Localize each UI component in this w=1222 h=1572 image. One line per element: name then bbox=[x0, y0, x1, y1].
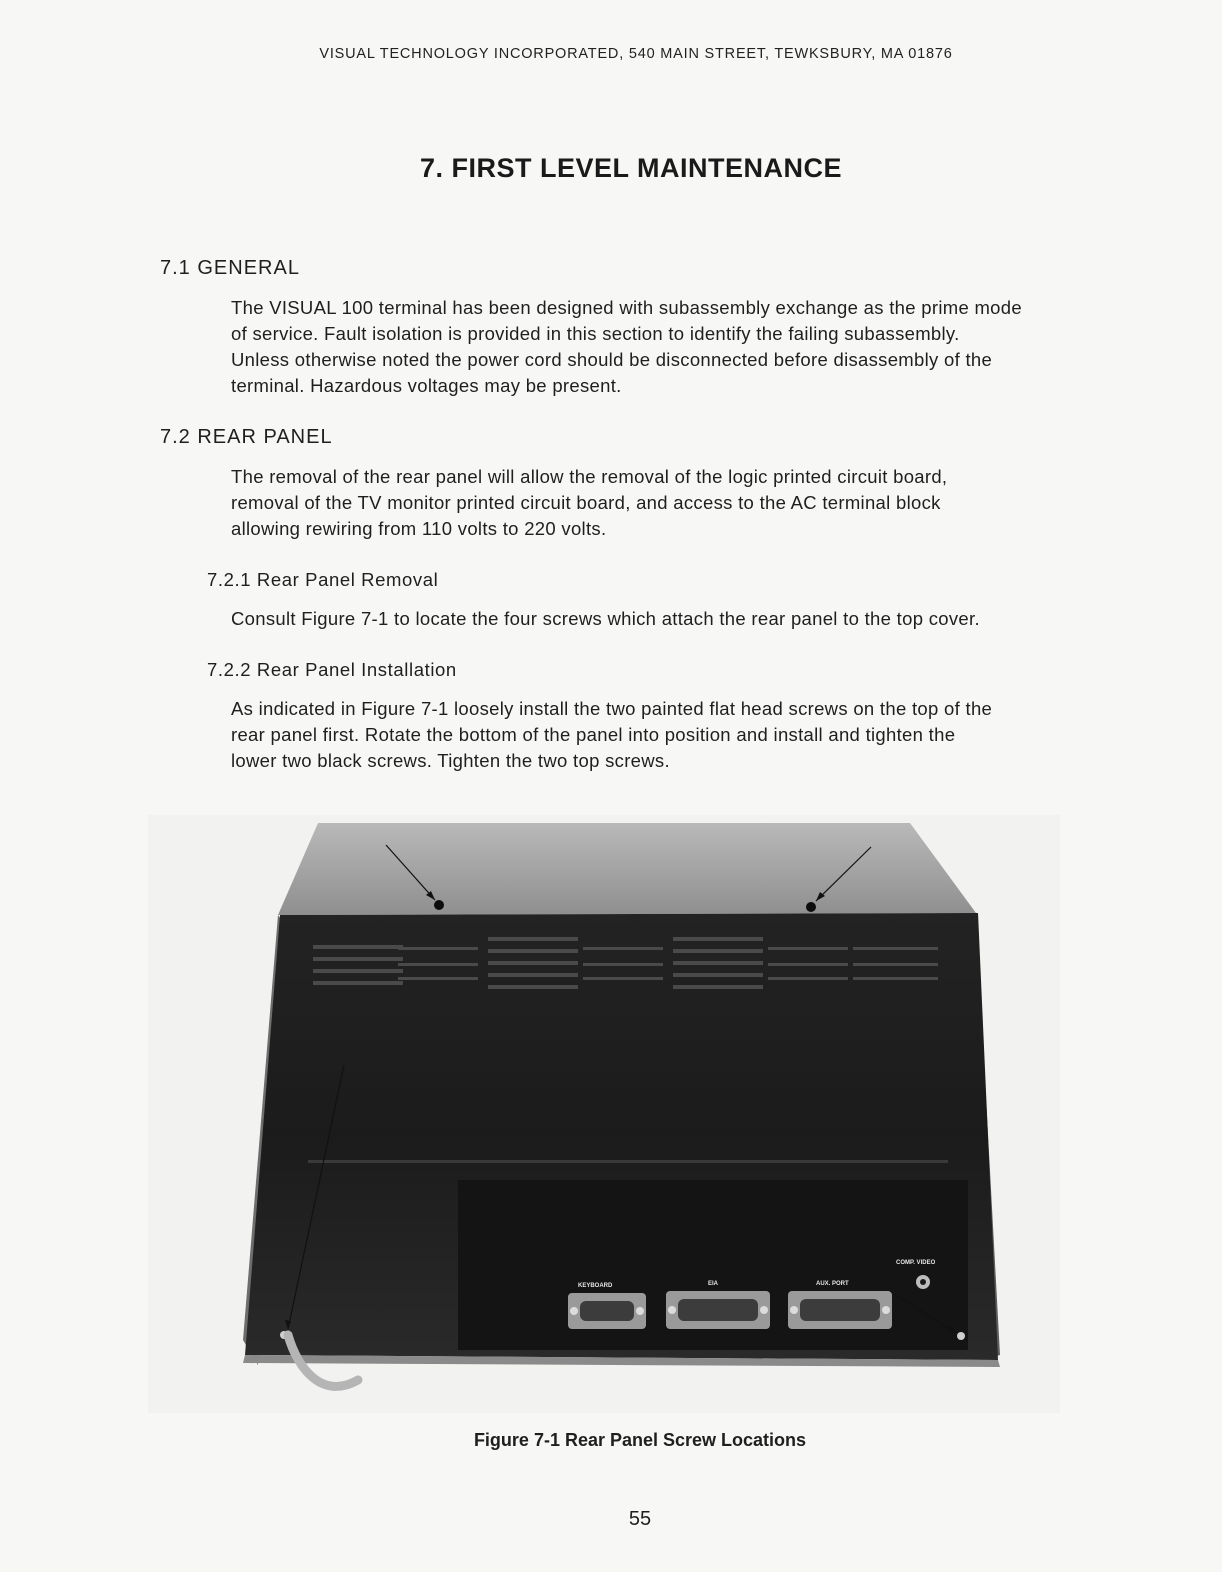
keyboard-label: KEYBOARD bbox=[578, 1283, 613, 1289]
page-number: 55 bbox=[628, 1508, 652, 1530]
aux-port-connector bbox=[788, 1291, 892, 1329]
terminal-top-cover bbox=[278, 823, 976, 915]
subsection-heading-removal: 7.2.1 Rear Panel Removal bbox=[207, 569, 439, 590]
paragraph-line: removal of the TV monitor printed circuit board, and access to the AC terminal block bbox=[231, 492, 941, 513]
paragraph-line: allowing rewiring from 110 volts to 220 volts. bbox=[231, 518, 607, 539]
aux-port-label: AUX. PORT bbox=[816, 1281, 849, 1287]
comp-video-label: COMP. VIDEO bbox=[896, 1260, 936, 1266]
paragraph-line: As indicated in Figure 7-1 loosely install the two painted flat head screws on the top of the bbox=[231, 698, 993, 719]
chapter-title: 7. FIRST LEVEL MAINTENANCE bbox=[419, 153, 843, 183]
paragraph-line: terminal. Hazardous voltages may be present. bbox=[231, 375, 622, 396]
paragraph-line: rear panel first. Rotate the bottom of the panel into position and install and tighten the bbox=[231, 724, 956, 745]
eia-label: EIA bbox=[708, 1281, 719, 1287]
removal-paragraph bbox=[231, 606, 1111, 632]
section-heading-rear-panel: 7.2 REAR PANEL bbox=[160, 426, 333, 448]
page-header-address: VISUAL TECHNOLOGY INCORPORATED, 540 MAIN STREET, TEWKSBURY, MA 01876 bbox=[319, 46, 953, 62]
figure-rear-panel-photo bbox=[148, 815, 1060, 1413]
paragraph-line: Unless otherwise noted the power cord should be disconnected before disassembly of the bbox=[231, 349, 993, 370]
section-heading-general: 7.1 GENERAL bbox=[160, 257, 300, 279]
paragraph-line: lower two black screws. Tighten the two top screws. bbox=[231, 750, 670, 771]
installation-paragraph bbox=[231, 696, 1111, 774]
keyboard-connector bbox=[568, 1293, 646, 1329]
paragraph-line: Consult Figure 7-1 to locate the four screws which attach the rear panel to the top cover. bbox=[231, 608, 980, 629]
eia-connector bbox=[666, 1291, 770, 1329]
paragraph-line: of service. Fault isolation is provided in this section to identify the failing subassembly. bbox=[231, 323, 960, 344]
bottom-right-screw bbox=[957, 1332, 965, 1340]
top-right-screw bbox=[806, 902, 816, 912]
paragraph-line: The VISUAL 100 terminal has been designed with subassembly exchange as the prime mode bbox=[231, 297, 1022, 318]
figure-caption: Figure 7-1 Rear Panel Screw Locations bbox=[473, 1430, 807, 1450]
rear-panel-paragraph bbox=[231, 464, 1111, 542]
panel-seam bbox=[308, 1160, 948, 1163]
comp-video-jack bbox=[916, 1275, 930, 1289]
terminal-rear-illustration bbox=[148, 815, 1060, 1413]
paragraph-line: The removal of the rear panel will allow the removal of the logic printed circuit board, bbox=[231, 466, 948, 487]
general-paragraph bbox=[231, 295, 1111, 399]
subsection-heading-installation: 7.2.2 Rear Panel Installation bbox=[207, 659, 457, 680]
top-left-screw bbox=[434, 900, 444, 910]
